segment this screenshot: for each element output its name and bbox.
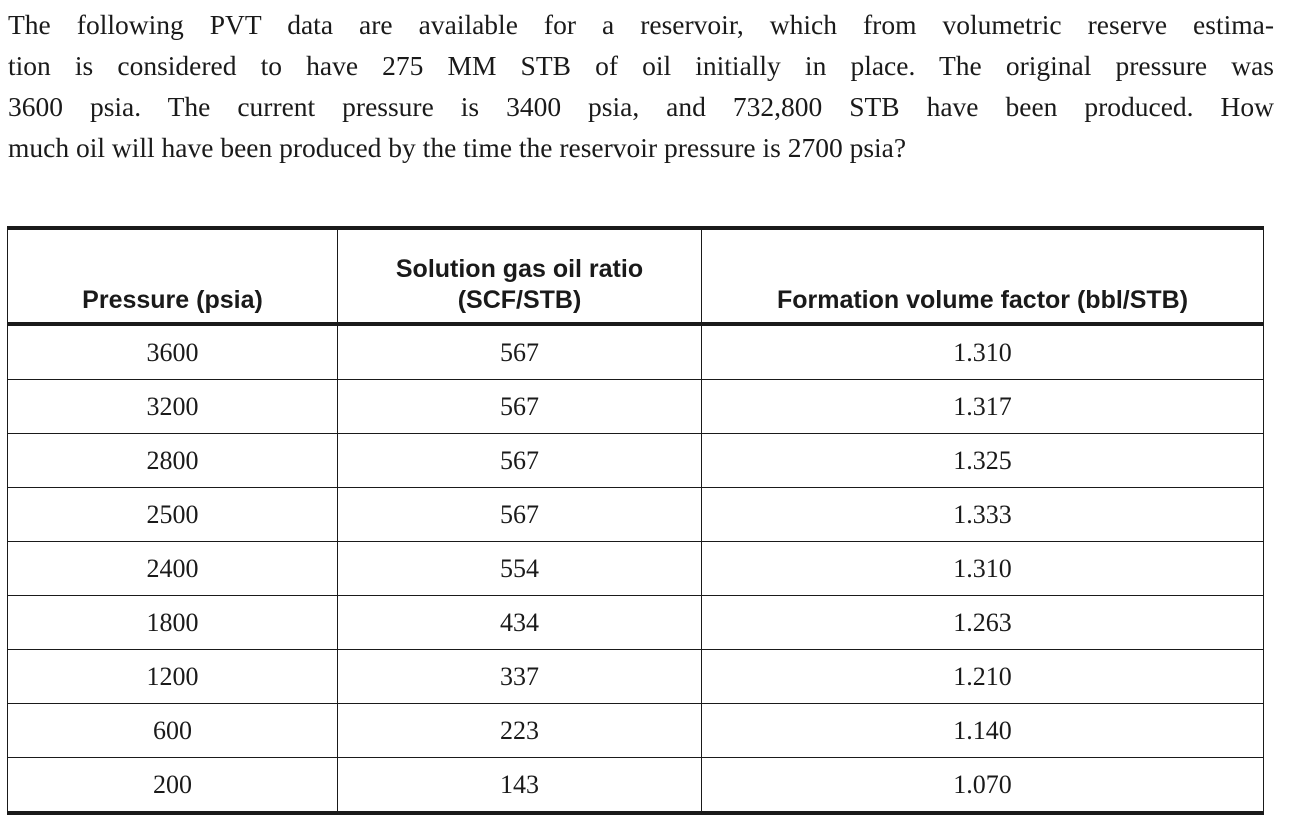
table-row (8, 596, 1264, 650)
cell-fvf: 1.317 (702, 380, 1264, 434)
cell-pressure: 2400 (8, 542, 338, 596)
cell-fvf: 1.310 (702, 542, 1264, 596)
header-solution-gor: Solution gas oil ratio (SCF/STB) (338, 228, 702, 324)
cell-fvf: 1.070 (702, 758, 1264, 814)
cell-gor: 567 (338, 380, 702, 434)
cell-fvf: 1.210 (702, 650, 1264, 704)
problem-line: The following PVT data are available for a reservoir, which from volumetric reserve estima- (8, 9, 1274, 40)
cell-fvf: 1.263 (702, 596, 1264, 650)
cell-pressure: 200 (8, 758, 338, 814)
cell-gor: 554 (338, 542, 702, 596)
problem-line: 3600 psia. The current pressure is 3400 psia, and 732,800 STB have been produced. How (8, 91, 1274, 122)
table-header-row (8, 228, 1264, 324)
header-formation-volume-factor: Formation volume factor (bbl/STB) (702, 228, 1264, 324)
cell-gor: 143 (338, 758, 702, 814)
table-row (8, 324, 1264, 380)
table-row (8, 704, 1264, 758)
cell-fvf: 1.140 (702, 704, 1264, 758)
cell-fvf: 1.325 (702, 434, 1264, 488)
cell-pressure: 2500 (8, 488, 338, 542)
cell-gor: 223 (338, 704, 702, 758)
table-row (8, 650, 1264, 704)
table-row (8, 380, 1264, 434)
problem-line: much oil will have been produced by the time the reservoir pressure is 2700 psia? (8, 132, 907, 163)
table-row (8, 488, 1264, 542)
cell-fvf: 1.310 (702, 324, 1264, 380)
cell-gor: 567 (338, 434, 702, 488)
pvt-data-table (7, 226, 1264, 815)
header-pressure: Pressure (psia) (8, 228, 338, 324)
table-row (8, 434, 1264, 488)
cell-pressure: 3200 (8, 380, 338, 434)
problem-statement (8, 4, 1274, 168)
table-row (8, 542, 1264, 596)
cell-pressure: 1200 (8, 650, 338, 704)
cell-pressure: 600 (8, 704, 338, 758)
cell-fvf: 1.333 (702, 488, 1264, 542)
cell-gor: 337 (338, 650, 702, 704)
cell-pressure: 2800 (8, 434, 338, 488)
cell-gor: 567 (338, 488, 702, 542)
cell-pressure: 1800 (8, 596, 338, 650)
problem-line: tion is considered to have 275 MM STB of oil initially in place. The original pressure was (8, 50, 1274, 81)
cell-gor: 434 (338, 596, 702, 650)
table-row (8, 758, 1264, 814)
cell-pressure: 3600 (8, 324, 338, 380)
cell-gor: 567 (338, 324, 702, 380)
